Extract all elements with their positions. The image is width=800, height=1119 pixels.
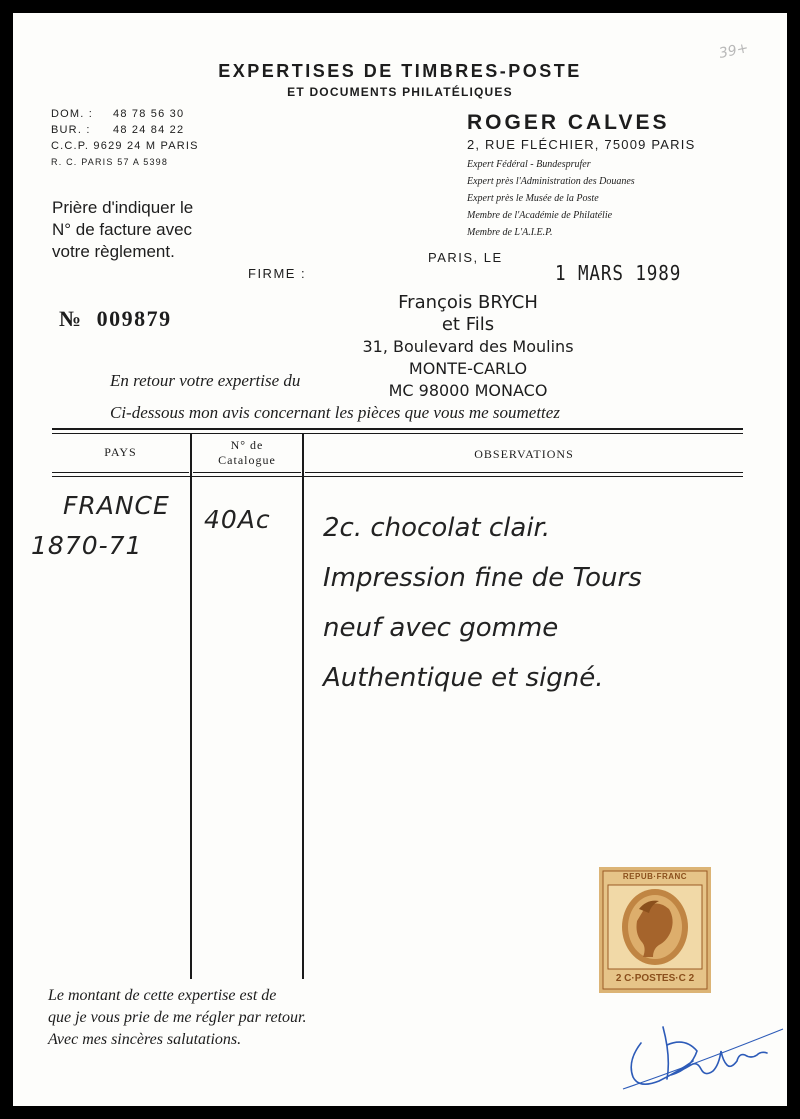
stamp-top-text: REPUB·FRANC: [622, 872, 688, 881]
col-header-catalogue: [193, 438, 301, 468]
firm-line: 31, Boulevard des Moulins: [362, 337, 574, 356]
firm-line: MC 98000 MONACO: [388, 381, 548, 400]
observation-line: neuf avec gomme: [323, 613, 559, 643]
expert-address: 2, RUE FLÉCHIER, 75009 PARIS: [467, 137, 696, 152]
observations-entry: [323, 503, 642, 703]
ccp-line: C.C.P. 9629 24 M PARIS: [51, 140, 199, 152]
credential-line: Membre de l'Académie de Philatélie: [467, 210, 613, 221]
col-header-line: Catalogue: [218, 453, 276, 467]
observation-line: Authentique et signé.: [323, 663, 604, 693]
column-divider: [302, 434, 304, 979]
pencil-note: 39+: [718, 40, 751, 62]
prompt-line: N° de facture avec: [52, 220, 193, 239]
contact-label: BUR. :: [51, 124, 91, 136]
header-underline: [193, 472, 301, 473]
credential-line: Membre de L'A.I.E.P.: [467, 227, 553, 238]
period-entry: 1870-71: [31, 531, 143, 560]
stamp-bottom-text: 2 C·POSTES·C 2: [615, 973, 695, 984]
table-top-rule: [52, 428, 743, 430]
table-top-rule-thin: [52, 433, 743, 434]
firm-label: FIRME :: [248, 266, 307, 281]
firm-line: François BRYCH: [398, 292, 538, 313]
contact-label: DOM. :: [51, 108, 94, 120]
invoice-value: 009879: [96, 306, 172, 331]
prompt-line: votre règlement.: [52, 242, 175, 261]
col-header-line: N° de: [230, 438, 264, 452]
letterhead-title: EXPERTISES DE TIMBRES-POSTE: [218, 61, 582, 81]
col-header-pays: PAYS: [104, 445, 137, 459]
col-header-observations: OBSERVATIONS: [474, 447, 574, 461]
opinion-line: Ci-dessous mon avis concernant les pièces que vous me soumettez: [110, 403, 560, 422]
expert-credentials: [467, 156, 695, 241]
letterhead-subtitle: ET DOCUMENTS PHILATÉLIQUES: [287, 85, 513, 99]
header-underline-thin: [52, 476, 743, 477]
expert-signature: [613, 1005, 785, 1095]
rc-line: R. C. PARIS 57 A 5398: [51, 157, 169, 167]
expert-name: ROGER CALVES: [467, 111, 670, 134]
firm-line: MONTE-CARLO: [408, 359, 528, 378]
certificate-sheet: [13, 13, 787, 1106]
invoice-number: [59, 306, 172, 332]
header-underline: [305, 472, 743, 473]
expert-block: [467, 111, 695, 241]
firm-stamp: [353, 292, 583, 402]
contact-value: 48 24 84 22: [113, 124, 185, 136]
stamp-image: [599, 867, 711, 993]
credential-line: Expert près le Musée de la Poste: [467, 193, 599, 204]
country-entry: FRANCE: [63, 491, 170, 520]
letterhead-title-block: [13, 61, 787, 99]
date-stamp: 1 MARS 1989: [555, 261, 682, 285]
observation-line: 2c. chocolat clair.: [323, 513, 551, 543]
prompt-line: Prière d'indiquer le: [52, 198, 194, 217]
closing-line: Avec mes sincères salutations.: [48, 1031, 242, 1048]
column-divider: [190, 434, 192, 979]
payment-prompt: [52, 197, 193, 263]
firm-line: et Fils: [441, 314, 495, 335]
observation-line: Impression fine de Tours: [323, 563, 642, 593]
catalogue-entry: 40Ac: [204, 505, 271, 534]
return-line: En retour votre expertise du: [110, 371, 301, 390]
date-label: PARIS, LE: [428, 250, 503, 265]
contact-value: 48 78 56 30: [113, 108, 185, 120]
numero-symbol: №: [59, 306, 83, 331]
closing-text: [48, 985, 306, 1051]
credential-line: Expert près l'Administration des Douanes: [467, 176, 635, 187]
closing-line: Le montant de cette expertise est de: [48, 987, 277, 1004]
credential-line: Expert Fédéral - Bundesprufer: [467, 159, 591, 170]
closing-line: que je vous prie de me régler par retour.: [48, 1009, 307, 1026]
contact-block: [51, 106, 199, 170]
header-underline: [52, 472, 189, 473]
